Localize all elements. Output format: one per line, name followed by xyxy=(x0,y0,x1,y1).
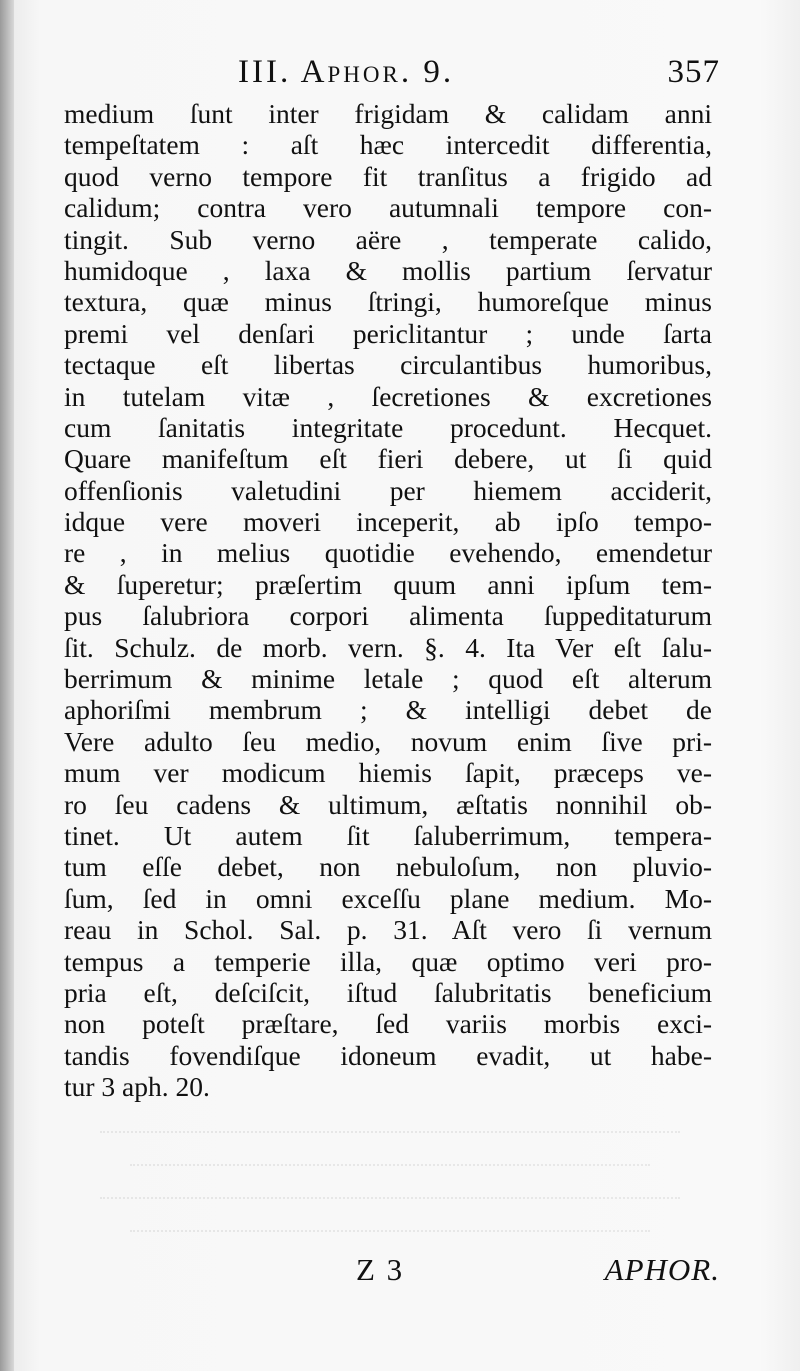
text-line: tandis fovendiſque idoneum evadit, ut habe- xyxy=(64,1039,712,1071)
text-line: Quare manifeſtum eſt fieri debere, ut ſi quid xyxy=(64,443,712,475)
text-line: textura, quæ minus ſtringi, humoreſque minus xyxy=(64,286,712,318)
text-line: pria eſt, deſciſcit, iſtud ſalubritatis beneficium xyxy=(64,976,712,1008)
signature-mark: Z 3 xyxy=(356,1252,405,1287)
text-line: ro ſeu cadens & ultimum, æſtatis nonnihil ob- xyxy=(64,788,712,820)
text-line: quod verno tempore fit tranſitus a frigido ad xyxy=(64,160,712,192)
text-line: tum eſſe debet, non nebuloſum, non pluvio- xyxy=(64,851,712,883)
text-line: tempeſtatem : aſt hæc intercedit differentia, xyxy=(64,129,712,161)
text-line: idque vere moveri inceperit, ab ipſo tempo- xyxy=(64,506,712,538)
bleed-line xyxy=(130,1199,650,1232)
text-line: reau in Schol. Sal. p. 31. Aſt vero ſi vernum xyxy=(64,914,712,946)
bleed-line xyxy=(100,1166,680,1199)
text-line: humidoque , laxa & mollis partium ſervatur xyxy=(64,254,712,286)
text-line: calidum; contra vero autumnali tempore con- xyxy=(64,192,712,224)
body-text xyxy=(64,98,712,1103)
text-line: cum ſanitatis integritate procedunt. Hecquet. xyxy=(64,411,712,443)
text-line: tempus a temperie illa, quæ optimo veri pro- xyxy=(64,945,712,977)
text-line: Vere adulto ſeu medio, novum enim ſive pri- xyxy=(64,725,712,757)
text-line: medium ſunt inter frigidam & calidam anni xyxy=(64,98,712,129)
text-line: pus ſalubriora corpori alimenta ſuppeditaturum xyxy=(64,600,712,632)
text-line: ſit. Schulz. de morb. vern. §. 4. Ita Ver eſt ſalu- xyxy=(64,631,712,663)
running-head: III. Aphor. 9. xyxy=(238,54,455,90)
text-line: & ſuperetur; præſertim quum anni ipſum tem- xyxy=(64,568,712,600)
text-line: berrimum & minime letale ; quod eſt alterum xyxy=(64,663,712,695)
page-header xyxy=(60,50,720,94)
text-line: premi vel denſari periclitantur ; unde ſarta xyxy=(64,317,712,349)
text-line: re , in melius quotidie evehendo, emendetur xyxy=(64,537,712,569)
text-line: offenſionis valetudini per hiemem acciderit, xyxy=(64,474,712,506)
text-line: aphoriſmi membrum ; & intelligi debet de xyxy=(64,694,712,726)
text-line: non poteſt præſtare, ſed variis morbis exci- xyxy=(64,1008,712,1040)
text-line: mum ver modicum hiemis ſapit, præceps ve- xyxy=(64,757,712,789)
page-gutter-shadow xyxy=(0,0,14,1371)
text-line: tingit. Sub verno aëre , temperate calido, xyxy=(64,223,712,255)
text-line: ſum, ſed in omni exceſſu plane medium. Mo- xyxy=(64,882,712,914)
text-line: tur 3 aph. 20. xyxy=(64,1071,210,1103)
text-line: tinet. Ut autem ſit ſaluberrimum, tempera- xyxy=(64,819,712,851)
catchword: APHOR. xyxy=(604,1252,720,1287)
page-footer xyxy=(60,1248,720,1292)
bleed-line xyxy=(130,1133,650,1166)
bleed-line xyxy=(100,1100,680,1133)
text-line: tectaque eſt libertas circulantibus humoribus, xyxy=(64,349,712,381)
page-number: 357 xyxy=(667,54,720,90)
bleed-through-shadow xyxy=(60,1100,720,1250)
text-line: in tutelam vitæ , ſecretiones & excretiones xyxy=(64,380,712,412)
